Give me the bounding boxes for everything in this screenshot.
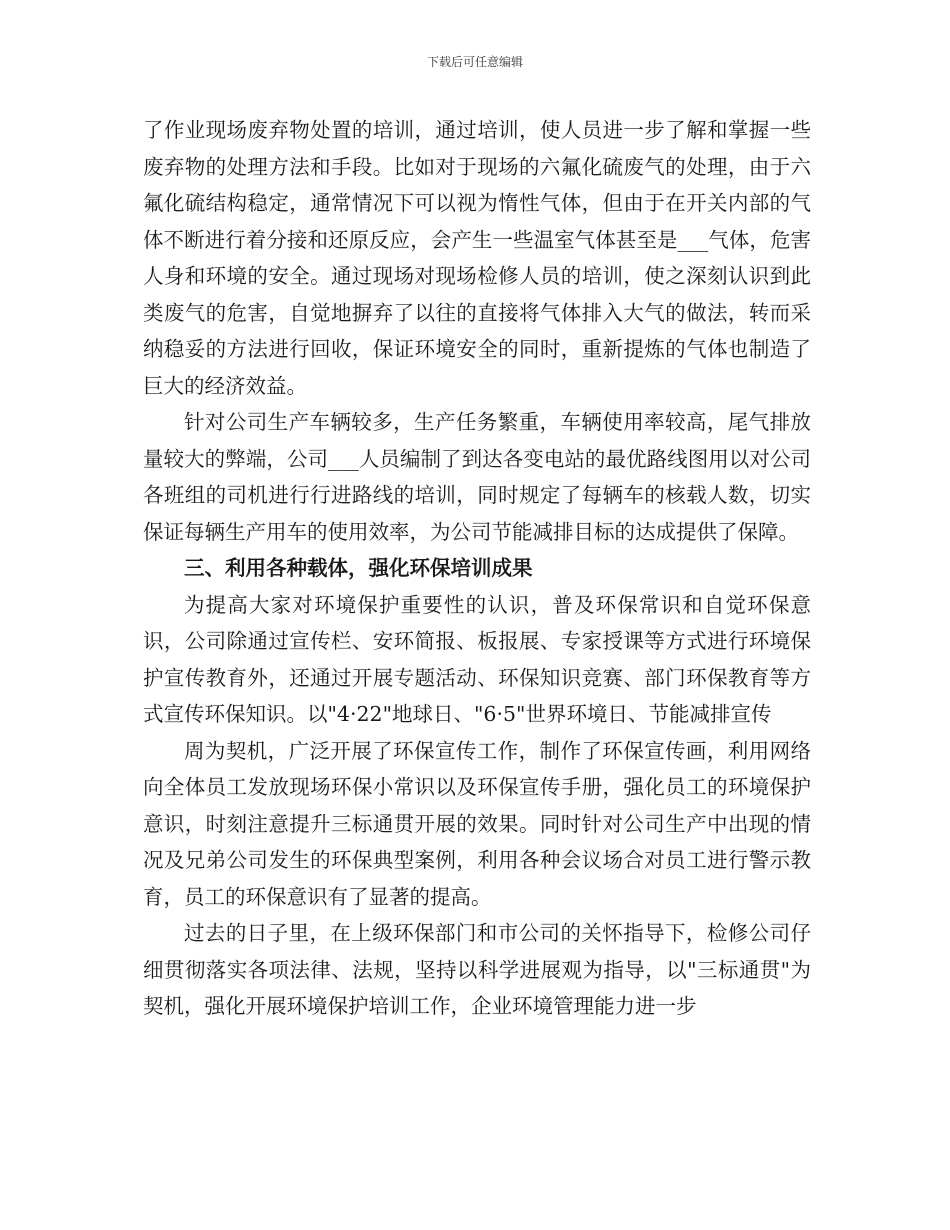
paragraph-vehicle-routes: 针对公司生产车辆较多，生产任务繁重，车辆使用率较高，尾气排放量较大的弊端，公司___人员编制了到达各变电站的最优路线图用以对公司各班组的司机进行行进路线的培训，同时规定了每辆车的核载人数，切实保证每辆生产用车的使用效率，为公司节能减排目标的达成提供了保障。 [143,410,811,544]
paragraph-waste-training: 了作业现场废弃物处置的培训，通过培训，使人员进一步了解和掌握一些废弃物的处理方法和手段。比如对于现场的六氟化硫废气的处理，由于六氟化硫结构稳定，通常情况下可以视为惰性气体，但由于在开关内部的气体不断进行着分接和还原反应，会产生一些温室气体甚至是___气体，危害人身和环境的安全。通过现场对现场检修人员的培训，使之深刻认识到此类废气的危害，自觉地摒弃了以往的直接将气体排入大气的做法，转而采纳稳妥的方法进行回收，保证环境安全的同时，重新提炼的气体也制造了巨大的经济效益。 [143,118,811,398]
paragraph-summary: 过去的日子里，在上级环保部门和市公司的关怀指导下，检修公司仔细贯彻落实各项法律、法规，坚持以科学进展观为指导，以"三标通贯"为契机，强化开展环境保护培训工作，企业环境管理能力进一步 [143,921,811,1018]
document-body [143,112,811,1025]
paragraph-publicity: 为提高大家对环境保护重要性的认识，普及环保常识和自觉环保意识，公司除通过宣传栏、安环简报、板报展、专家授课等方式进行环境保护宣传教育外，还通过开展专题活动、环保知识竞赛、部门环保教育等方式宣传环保知识。以"4·22"地球日、"6·5"世界环境日、节能减排宣传 [143,592,811,726]
page-header: 下载后可任意编辑 [426,55,523,69]
paragraph-campaign-week: 周为契机，广泛开展了环保宣传工作，制作了环保宣传画，利用网络向全体员工发放现场环保小常识以及环保宣传手册，强化员工的环境保护意识，时刻注意提升三标通贯开展的效果。同时针对公司生产中出现的情况及兄弟公司发生的环保典型案例，利用各种会议场合对员工进行警示教育，员工的环保意识有了显著的提高。 [143,738,811,909]
section-heading: 三、利用各种载体，强化环保培训成果 [184,556,533,580]
